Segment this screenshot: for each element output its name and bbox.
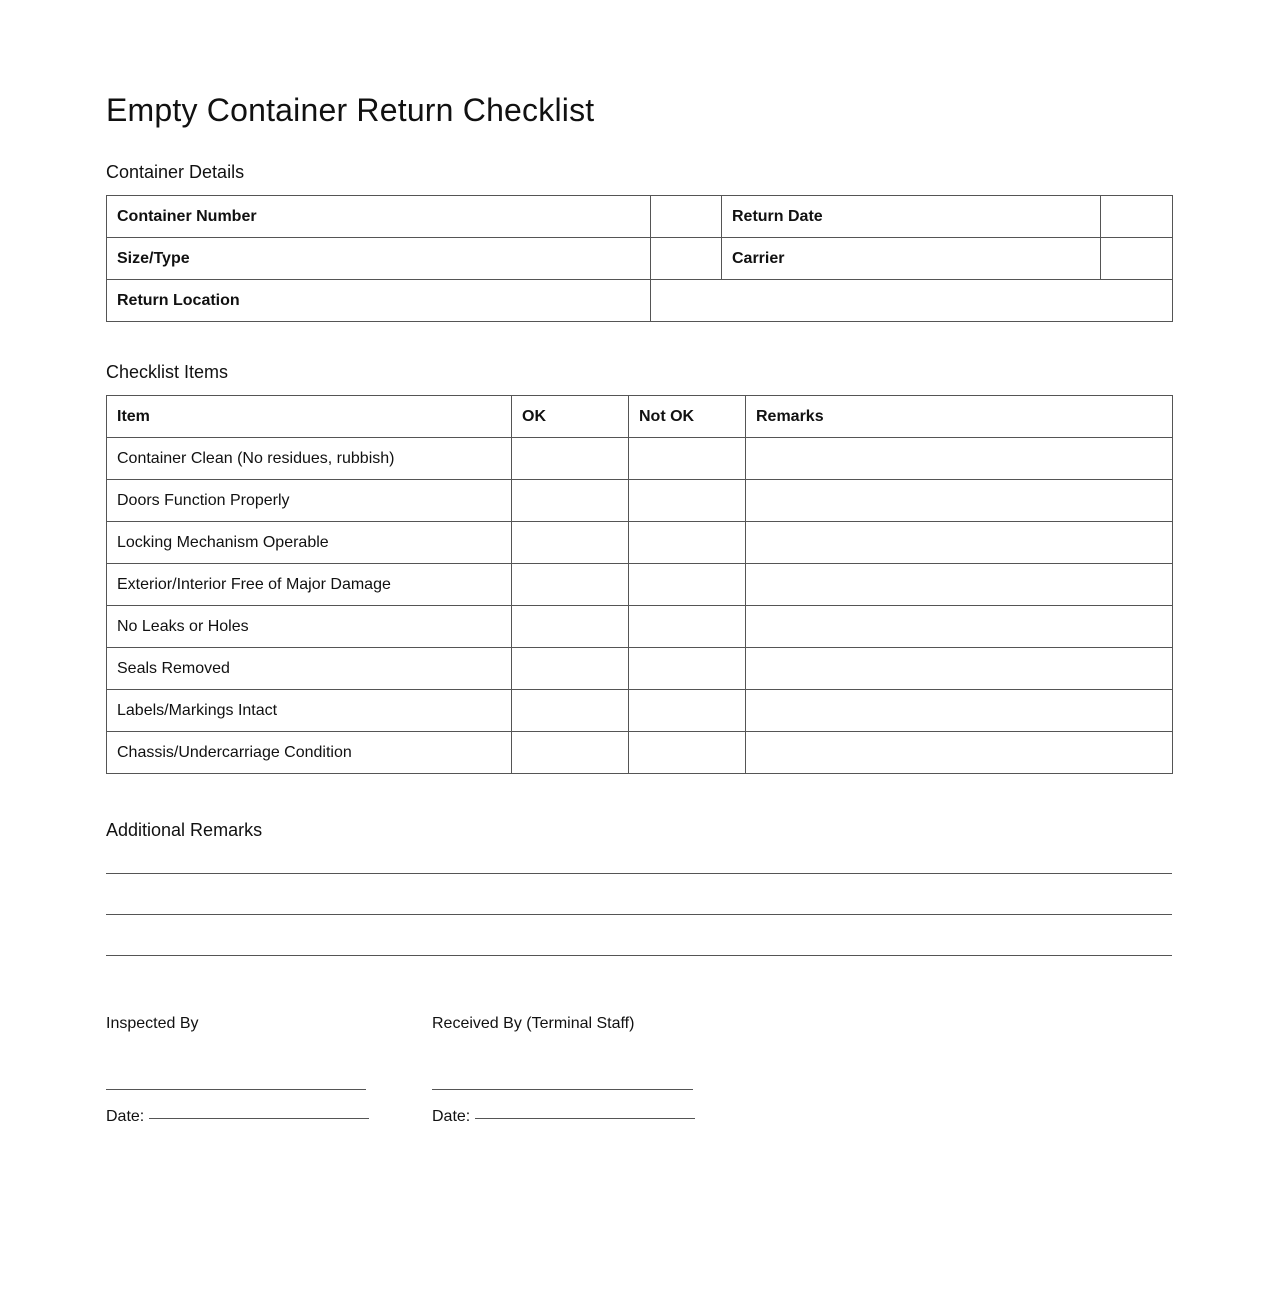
inspected-by-label: Inspected By — [106, 1015, 199, 1032]
checklist-row — [107, 690, 1173, 732]
return-date-field[interactable] — [1101, 196, 1173, 238]
column-header-not-ok: Not OK — [629, 396, 746, 438]
received-by-signature-line[interactable] — [432, 1089, 693, 1090]
ok-cell[interactable] — [512, 648, 629, 690]
page-title: Empty Container Return Checklist — [106, 92, 595, 128]
inspected-by-date-line[interactable] — [149, 1118, 369, 1119]
ok-cell[interactable] — [512, 564, 629, 606]
not-ok-cell[interactable] — [629, 564, 746, 606]
not-ok-cell[interactable] — [629, 648, 746, 690]
checklist-row — [107, 480, 1173, 522]
received-by-date-label: Date: — [432, 1108, 471, 1125]
inspected-by-signature-line[interactable] — [106, 1089, 366, 1090]
checklist-item-label: No Leaks or Holes — [107, 606, 512, 648]
checklist-item-label: Locking Mechanism Operable — [107, 522, 512, 564]
container-details-table — [106, 195, 1173, 322]
column-header-item: Item — [107, 396, 512, 438]
additional-remarks-heading: Additional Remarks — [106, 820, 263, 840]
ok-cell[interactable] — [512, 480, 629, 522]
checklist-row — [107, 438, 1173, 480]
remarks-cell[interactable] — [746, 564, 1173, 606]
not-ok-cell[interactable] — [629, 732, 746, 774]
details-row — [107, 238, 1173, 280]
not-ok-cell[interactable] — [629, 480, 746, 522]
not-ok-cell[interactable] — [629, 606, 746, 648]
remarks-cell[interactable] — [746, 690, 1173, 732]
container-details-heading: Container Details — [106, 162, 245, 182]
checklist-item-label: Doors Function Properly — [107, 480, 512, 522]
received-by-date-line[interactable] — [475, 1118, 695, 1119]
checklist-header-row — [107, 396, 1173, 438]
checklist-item-label: Seals Removed — [107, 648, 512, 690]
checklist-item-label: Container Clean (No residues, rubbish) — [107, 438, 512, 480]
details-row — [107, 196, 1173, 238]
checklist-row — [107, 564, 1173, 606]
ok-cell[interactable] — [512, 732, 629, 774]
inspected-by-date-label: Date: — [106, 1108, 145, 1125]
checklist-row — [107, 606, 1173, 648]
column-header-ok: OK — [512, 396, 629, 438]
carrier-label: Carrier — [722, 238, 1101, 280]
remarks-cell[interactable] — [746, 606, 1173, 648]
checklist-item-label: Chassis/Undercarriage Condition — [107, 732, 512, 774]
ok-cell[interactable] — [512, 690, 629, 732]
remarks-cell[interactable] — [746, 732, 1173, 774]
remarks-line[interactable] — [106, 914, 1172, 915]
return-location-field[interactable] — [651, 280, 1173, 322]
checklist-row — [107, 648, 1173, 690]
column-header-remarks: Remarks — [746, 396, 1173, 438]
remarks-line[interactable] — [106, 873, 1172, 874]
return-location-label: Return Location — [107, 280, 651, 322]
not-ok-cell[interactable] — [629, 438, 746, 480]
not-ok-cell[interactable] — [629, 690, 746, 732]
container-number-field[interactable] — [651, 196, 722, 238]
checklist-row — [107, 732, 1173, 774]
size-type-field[interactable] — [651, 238, 722, 280]
ok-cell[interactable] — [512, 522, 629, 564]
ok-cell[interactable] — [512, 606, 629, 648]
remarks-cell[interactable] — [746, 522, 1173, 564]
carrier-field[interactable] — [1101, 238, 1173, 280]
details-row — [107, 280, 1173, 322]
remarks-cell[interactable] — [746, 480, 1173, 522]
not-ok-cell[interactable] — [629, 522, 746, 564]
received-by-label: Received By (Terminal Staff) — [432, 1015, 635, 1032]
remarks-cell[interactable] — [746, 438, 1173, 480]
checklist-table — [106, 395, 1173, 774]
checklist-row — [107, 522, 1173, 564]
remarks-cell[interactable] — [746, 648, 1173, 690]
checklist-heading: Checklist Items — [106, 362, 229, 382]
return-date-label: Return Date — [722, 196, 1101, 238]
ok-cell[interactable] — [512, 438, 629, 480]
checklist-item-label: Exterior/Interior Free of Major Damage — [107, 564, 512, 606]
container-number-label: Container Number — [107, 196, 651, 238]
checklist-item-label: Labels/Markings Intact — [107, 690, 512, 732]
remarks-line[interactable] — [106, 955, 1172, 956]
size-type-label: Size/Type — [107, 238, 651, 280]
